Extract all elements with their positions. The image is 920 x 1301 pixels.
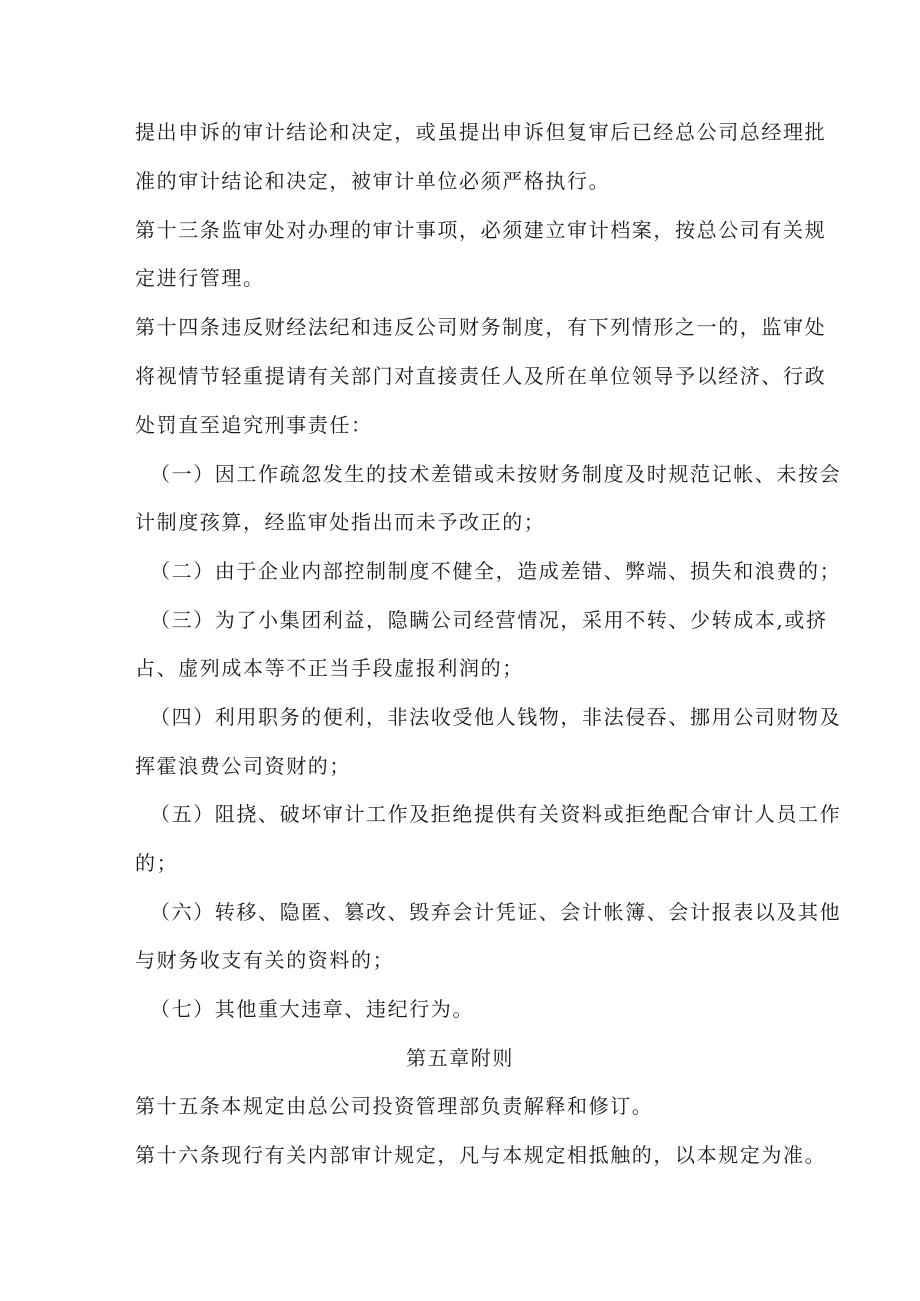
list-item-6-line: （六）转移、隐匿、篡改、毁弃会计凭证、会计帐簿、会计报表以及其他 [150, 900, 842, 924]
paragraph-line: 与财务收支有关的资料的； [135, 948, 395, 972]
list-item-1-line: （一）因工作疏忽发生的技术差错或未按财务制度及时规范记帐、未按会 [150, 462, 842, 486]
list-item-2-line: （二）由于企业内部控制制度不健全，造成差错、弊端、损失和浪费的； [150, 559, 842, 583]
paragraph-line: 将视情节轻重提请有关部门对直接责任人及所在单位领导予以经济、行政 [135, 364, 827, 388]
article-13-line: 第十三条监审处对办理的审计事项，必须建立审计档案，按总公司有关规 [135, 218, 827, 242]
paragraph-line: 占、虚列成本等不正当手段虚报利润的； [135, 656, 524, 680]
article-14-line: 第十四条违反财经法纪和违反公司财务制度，有下列情形之一的，监审处 [135, 315, 827, 339]
list-item-5-line: （五）阻挠、破坏审计工作及拒绝提供有关资料或拒绝配合审计人员工作 [150, 802, 842, 826]
article-15-line: 第十五条本规定由总公司投资管理部负责解释和修订。 [135, 1094, 654, 1118]
chapter-heading: 第五章附则 [406, 1046, 514, 1070]
list-item-7-line: （七）其他重大违章、违纪行为。 [150, 997, 474, 1021]
article-16-line: 第十六条现行有关内部审计规定，凡与本规定相抵触的，以本规定为准。 [135, 1143, 827, 1167]
paragraph-line: 提出申诉的审计结论和决定，或虽提出申诉但复审后已经总公司总经理批 [135, 120, 827, 144]
list-item-3-line: （三）为了小集团利益，隐瞒公司经营情况，采用不转、少转成本,或挤 [150, 608, 828, 632]
list-item-4-line: （四）利用职务的便利，非法收受他人钱物，非法侵吞、挪用公司财物及 [150, 705, 842, 729]
paragraph-line: 定进行管理。 [135, 266, 265, 290]
paragraph-line: 计制度孩算，经监审处指出而未予改正的； [135, 510, 546, 534]
paragraph-line: 处罚直至追究刑事责任： [135, 413, 373, 437]
paragraph-line: 挥霍浪费公司资财的； [135, 754, 351, 778]
paragraph-line: 的； [135, 851, 179, 875]
paragraph-line: 准的审计结论和决定，被审计单位必须严格执行。 [135, 169, 611, 193]
